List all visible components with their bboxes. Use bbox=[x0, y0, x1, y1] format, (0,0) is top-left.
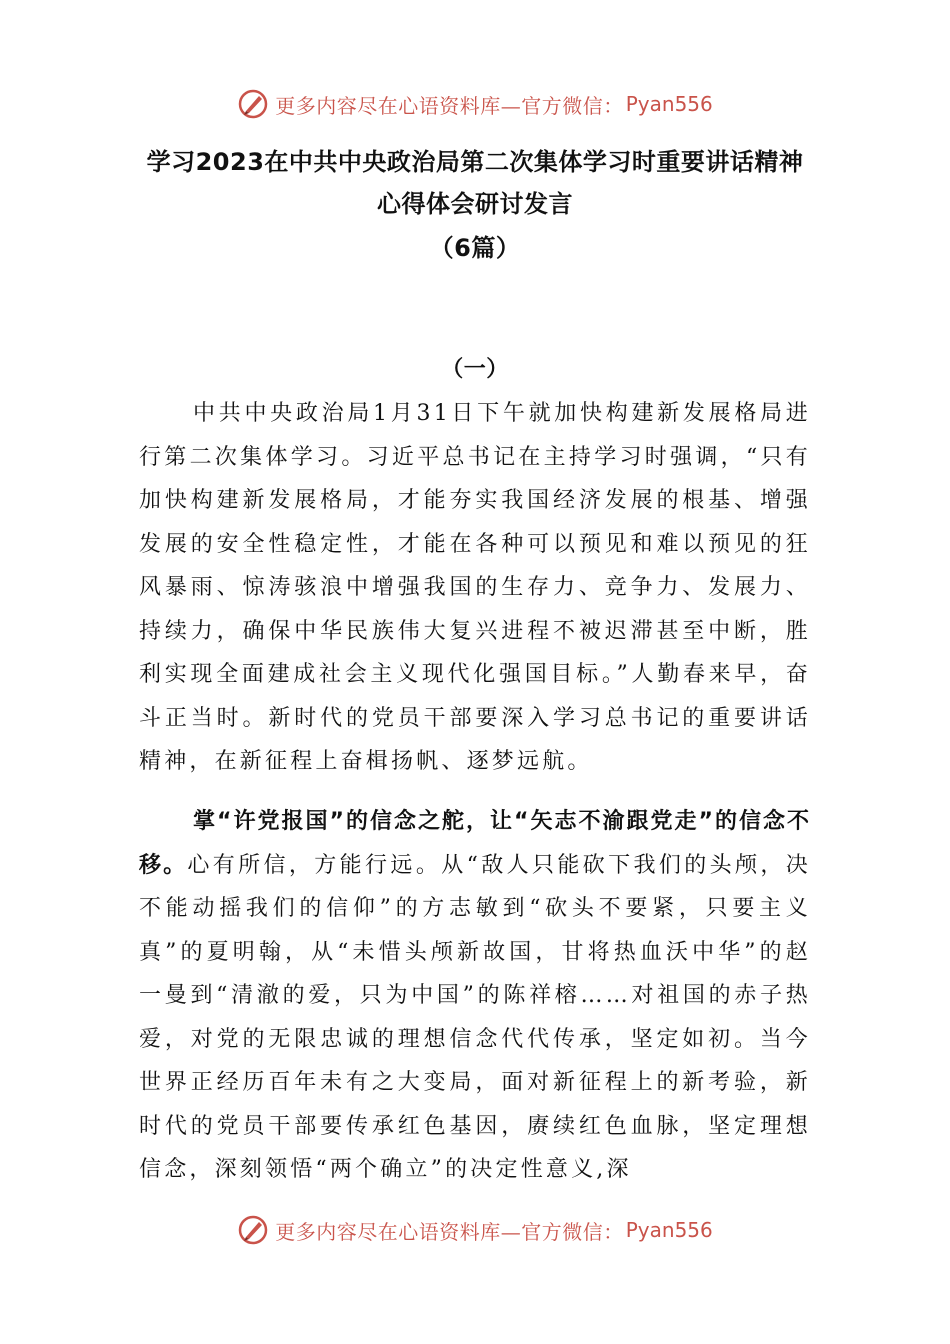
watermark-wechat-id: Pyan556 bbox=[625, 1218, 713, 1242]
doc-title-line-1: 学习2023在中共中央政治局第二次集体学习时重要讲话精神 bbox=[146, 148, 804, 176]
paragraph-1 bbox=[139, 392, 811, 784]
section-number: （一） bbox=[441, 357, 509, 382]
watermark-text: 更多内容尽在心语资料库—官方微信： bbox=[275, 93, 624, 118]
paragraph-2-heading: 掌“许党报国”的信念之舵，让“矢志不渝跟党走”的信念不移。 bbox=[139, 809, 811, 878]
paragraph-2-text bbox=[139, 800, 811, 1192]
paragraph-2-body: 心有所信，方能行远。从“敌人只能砍下我们的头颅，决不能动摇我们的信仰”的方志敏到“砍头不要紧，只要主义真”的夏明翰，从“未惜头颅新故国，甘将热血沃中华”的赵一曼到“清澈的爱，只为中国”的陈祥榕……对祖国的赤子热爱，对党的无限忠诚的理想信念代代传承，坚定如初。当今世界正经历百年未有之大变局，面对新征程上的新考验，新时代的党员干部要传承红色基因，赓续红色血脉，坚定理想信念，深刻领悟“两个确立”的决定性意义,深 bbox=[139, 852, 811, 1182]
pen-logo-icon bbox=[237, 1214, 269, 1246]
doc-title-count: （6篇） bbox=[429, 234, 521, 262]
watermark-text: 更多内容尽在心语资料库—官方微信： bbox=[275, 1219, 624, 1244]
pen-logo-icon bbox=[237, 88, 269, 120]
watermark-header bbox=[0, 84, 950, 124]
paragraph-2 bbox=[139, 800, 811, 1192]
watermark-wechat-id: Pyan556 bbox=[625, 92, 713, 116]
paragraph-1-text: 中共中央政治局1月31日下午就加快构建新发展格局进行第二次集体学习。习近平总书记在主持学习时强调，“只有加快构建新发展格局，才能夯实我国经济发展的根基、增强发展的安全性稳定性，才能在各种可以预见和难以预见的狂风暴雨、惊涛骇浪中增强我国的生存力、竞争力、发展力、持续力，确保中华民族伟大复兴进程不被迟滞甚至中断，胜利实现全面建成社会主义现代化强国目标。”人勤春来早，奋斗正当时。新时代的党员干部要深入学习总书记的重要讲话精神，在新征程上奋楫扬帆、逐梦远航。 bbox=[139, 401, 811, 774]
watermark-footer bbox=[0, 1210, 950, 1250]
doc-title-line-2: 心得体会研讨发言 bbox=[377, 190, 573, 218]
